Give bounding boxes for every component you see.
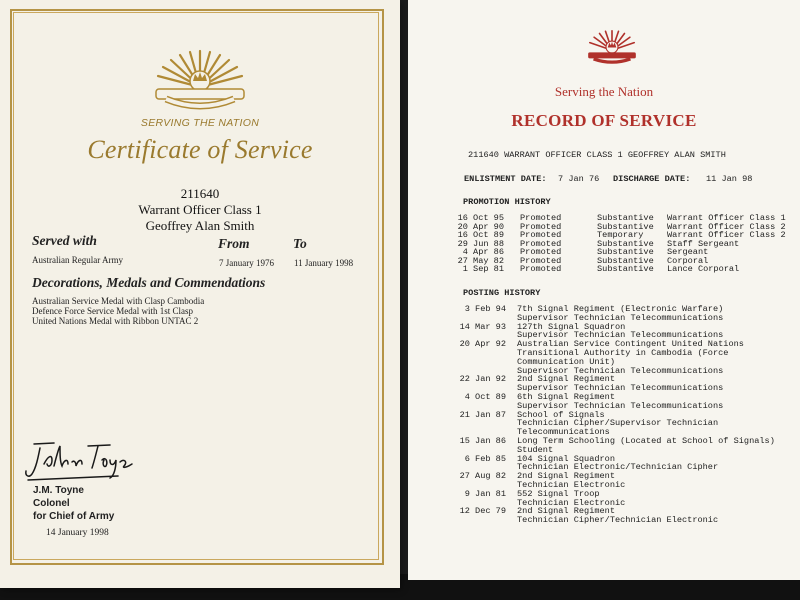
signatory-block xyxy=(33,484,114,523)
decoration-item: United Nations Medal with Ribbon UNTAC 2 xyxy=(32,316,199,326)
promotion-rank: Lance Corporal xyxy=(667,264,740,274)
signatory-for: for Chief of Army xyxy=(33,511,115,522)
enlistment-date: 7 Jan 76 xyxy=(558,174,600,184)
posting-line: Supervisor Technician Telecommunications xyxy=(517,365,724,376)
promotion-action: Promoted xyxy=(520,230,562,240)
posting-date: 3 Feb 94 xyxy=(464,304,506,314)
service-number: 211640 xyxy=(180,186,220,201)
promotion-rank: Sergeant xyxy=(667,247,709,257)
promotion-date: 16 Oct 89 xyxy=(457,230,504,240)
posting-line: 552 Signal Troop xyxy=(517,488,600,499)
promotion-type: Substantive xyxy=(597,221,654,232)
promotion-date: 27 May 82 xyxy=(457,255,504,266)
promotion-date: 16 Oct 95 xyxy=(457,213,504,223)
posting-line: 104 Signal Squadron xyxy=(517,453,615,464)
to-label: To xyxy=(293,236,307,251)
promotion-type: Substantive xyxy=(597,264,654,274)
discharge-label: DISCHARGE DATE: xyxy=(613,174,691,184)
record-title: RECORD OF SERVICE xyxy=(511,111,697,130)
member-name: Geoffrey Alan Smith xyxy=(145,218,255,233)
promotion-action: Promoted xyxy=(520,264,562,274)
promotion-date: 1 Sep 81 xyxy=(462,264,504,274)
promotion-date: 29 Jun 88 xyxy=(457,238,504,249)
decorations-label: Decorations, Medals and Commendations xyxy=(32,275,266,290)
posting-line: Long Term Schooling (Located at School of Signals) xyxy=(517,436,775,446)
posting-date: 14 Mar 93 xyxy=(459,321,506,332)
rising-sun-badge-icon xyxy=(152,47,248,115)
promotion-date: 4 Apr 86 xyxy=(462,247,504,257)
promotion-rank: Warrant Officer Class 2 xyxy=(667,230,786,240)
certificate-slogan: SERVING THE NATION xyxy=(140,117,260,129)
posting-line: Telecommunications xyxy=(517,427,610,438)
posting-line: Supervisor Technician Telecommunications xyxy=(517,312,724,323)
promotion-action: Promoted xyxy=(520,255,562,266)
enlistment-label: ENLISTMENT DATE: xyxy=(464,174,547,184)
posting-line: Supervisor Technician Telecommunications xyxy=(517,400,724,411)
promotion-date: 20 Apr 90 xyxy=(457,221,504,232)
promotion-type: Substantive xyxy=(597,238,654,249)
rising-sun-badge-icon xyxy=(586,26,638,68)
posting-line: 7th Signal Regiment (Electronic Warfare) xyxy=(517,304,724,314)
posting-line: Supervisor Technician Telecommunications xyxy=(517,330,724,341)
from-label: From xyxy=(218,236,250,251)
record-of-service xyxy=(408,0,800,580)
signatory-rank: Colonel xyxy=(33,498,70,509)
signature-image xyxy=(22,440,142,482)
to-date: 11 January 1998 xyxy=(294,258,354,268)
promotion-type: Substantive xyxy=(597,213,654,223)
signed-date: 14 January 1998 xyxy=(46,528,109,538)
promotion-rank: Staff Sergeant xyxy=(667,238,740,249)
posting-line: 2nd Signal Regiment xyxy=(517,374,615,385)
promotion-action: Promoted xyxy=(520,213,562,223)
posting-date: 20 Apr 92 xyxy=(459,339,506,350)
posting-line: 6th Signal Regiment xyxy=(517,392,615,402)
promotion-rank: Warrant Officer Class 1 xyxy=(667,213,786,223)
posting-line: Supervisor Technician Telecommunications xyxy=(517,383,724,394)
promotion-type: Temporary xyxy=(597,230,644,240)
certificate-of-service xyxy=(0,0,400,588)
rank: Warrant Officer Class 1 xyxy=(138,202,262,217)
posting-line: 2nd Signal Regiment xyxy=(517,471,615,482)
discharge-date: 11 Jan 98 xyxy=(706,174,753,184)
posting-line: Australian Service Contingent United Nations xyxy=(517,339,744,350)
promotion-type: Substantive xyxy=(597,247,654,257)
posting-line: Technician Electronic xyxy=(517,497,626,508)
posting-line: Communication Unit) xyxy=(517,356,615,367)
from-date: 7 January 1976 xyxy=(219,258,274,268)
promotion-type: Substantive xyxy=(597,255,654,266)
decoration-item: Defence Force Service Medal with 1st Clasp xyxy=(32,306,193,316)
posting-line: Student xyxy=(517,444,554,455)
posting-date: 15 Jan 86 xyxy=(459,436,506,446)
promotion-action: Promoted xyxy=(520,238,562,249)
posting-line: 2nd Signal Regiment xyxy=(517,506,615,517)
promotion-rank: Corporal xyxy=(667,255,709,266)
posting-line: Technician Electronic xyxy=(517,480,626,490)
posting-date: 22 Jan 92 xyxy=(459,374,506,385)
signatory-name: J.M. Toyne xyxy=(33,485,84,496)
posting-history-heading: POSTING HISTORY xyxy=(463,288,541,298)
unit: Australian Regular Army xyxy=(32,255,123,265)
record-identity: 211640 WARRANT OFFICER CLASS 1 GEOFFREY ALAN SMITH xyxy=(468,150,726,160)
promotion-history-heading: PROMOTION HISTORY xyxy=(463,197,551,207)
posting-line: Technician Cipher/Technician Electronic xyxy=(517,515,719,526)
posting-line: Technician Cipher/Supervisor Technician xyxy=(517,418,719,429)
certificate-title: Certificate of Service xyxy=(87,135,313,164)
posting-date: 21 Jan 87 xyxy=(459,409,506,420)
record-slogan: Serving the Nation xyxy=(554,84,654,99)
posting-line: Transitional Authority in Cambodia (Force xyxy=(517,348,729,358)
posting-date: 12 Dec 79 xyxy=(459,506,506,517)
promotion-rank: Warrant Officer Class 2 xyxy=(667,221,786,232)
decoration-item: Australian Service Medal with Clasp Cambodia xyxy=(32,296,205,306)
posting-date: 9 Jan 81 xyxy=(464,488,506,499)
promotion-action: Promoted xyxy=(520,221,562,232)
posting-line: 127th Signal Squadron xyxy=(517,321,626,332)
posting-date: 6 Feb 85 xyxy=(464,453,506,464)
posting-date: 4 Oct 89 xyxy=(464,392,506,402)
promotion-action: Promoted xyxy=(520,247,562,257)
posting-line: School of Signals xyxy=(517,409,605,420)
served-with-label: Served with xyxy=(32,233,97,248)
posting-date: 27 Aug 82 xyxy=(459,471,506,482)
posting-line: Technician Electronic/Technician Cipher xyxy=(517,462,719,473)
